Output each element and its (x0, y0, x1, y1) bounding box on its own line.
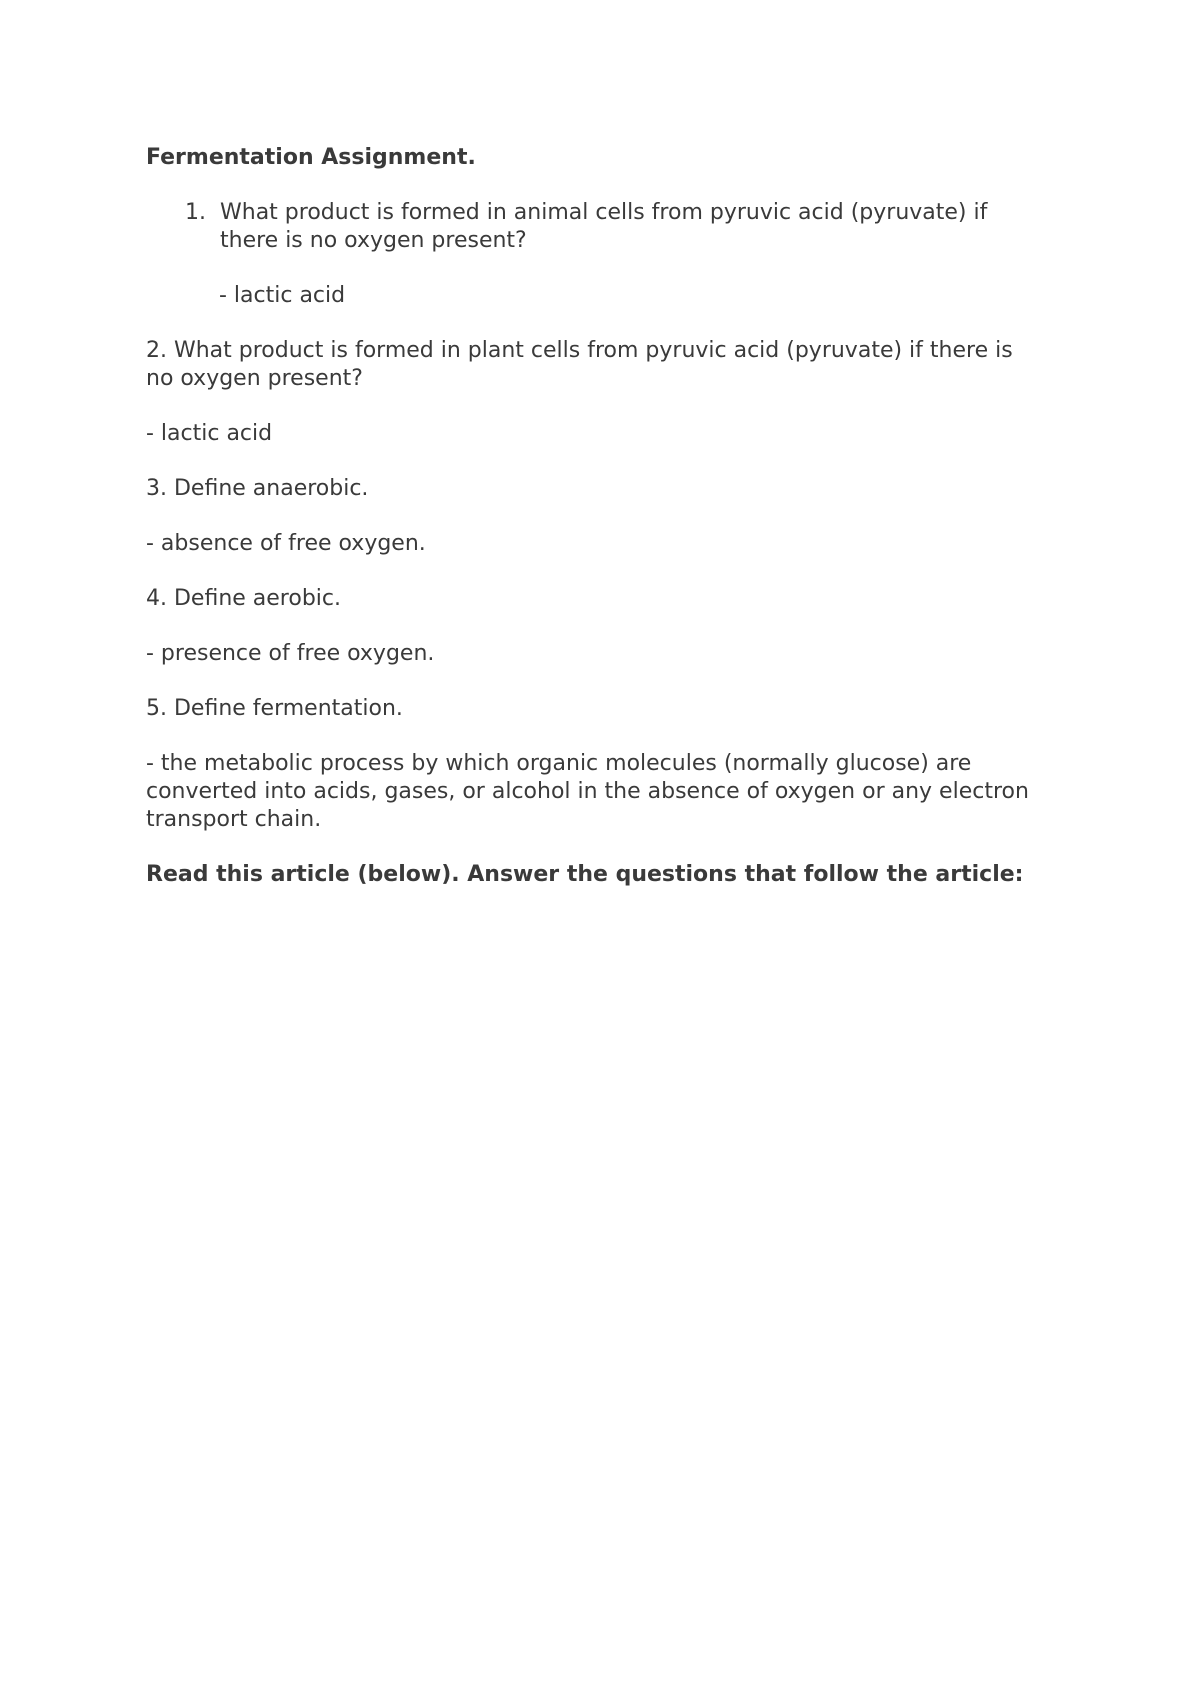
question-4: 4. Define aerobic. (146, 586, 341, 611)
answer-3: - absence of free oxygen. (146, 531, 426, 556)
answer-1: - lactic acid (219, 283, 346, 308)
article-instruction: Read this article (below). Answer the questions that follow the article: (146, 862, 1024, 887)
question-2: 2. What product is formed in plant cells from pyruvic acid (pyruvate) if there is no oxygen present? (146, 338, 1013, 391)
question-1-text: What product is formed in animal cells from pyruvic acid (pyruvate) if there is no oxygen present? (220, 200, 988, 253)
document-title: Fermentation Assignment. (146, 145, 476, 170)
question-5: 5. Define fermentation. (146, 696, 403, 721)
question-3: 3. Define anaerobic. (146, 476, 369, 501)
answer-2: - lactic acid (146, 421, 273, 446)
answer-4: - presence of free oxygen. (146, 641, 435, 666)
question-1 (146, 199, 1046, 255)
answer-5: - the metabolic process by which organic molecules (normally glucose) are converted into acids, gases, or alcohol in the absence of oxygen or any electron transport chain. (146, 751, 1029, 832)
question-1-number: 1. (185, 200, 206, 225)
document-body (146, 144, 1046, 889)
